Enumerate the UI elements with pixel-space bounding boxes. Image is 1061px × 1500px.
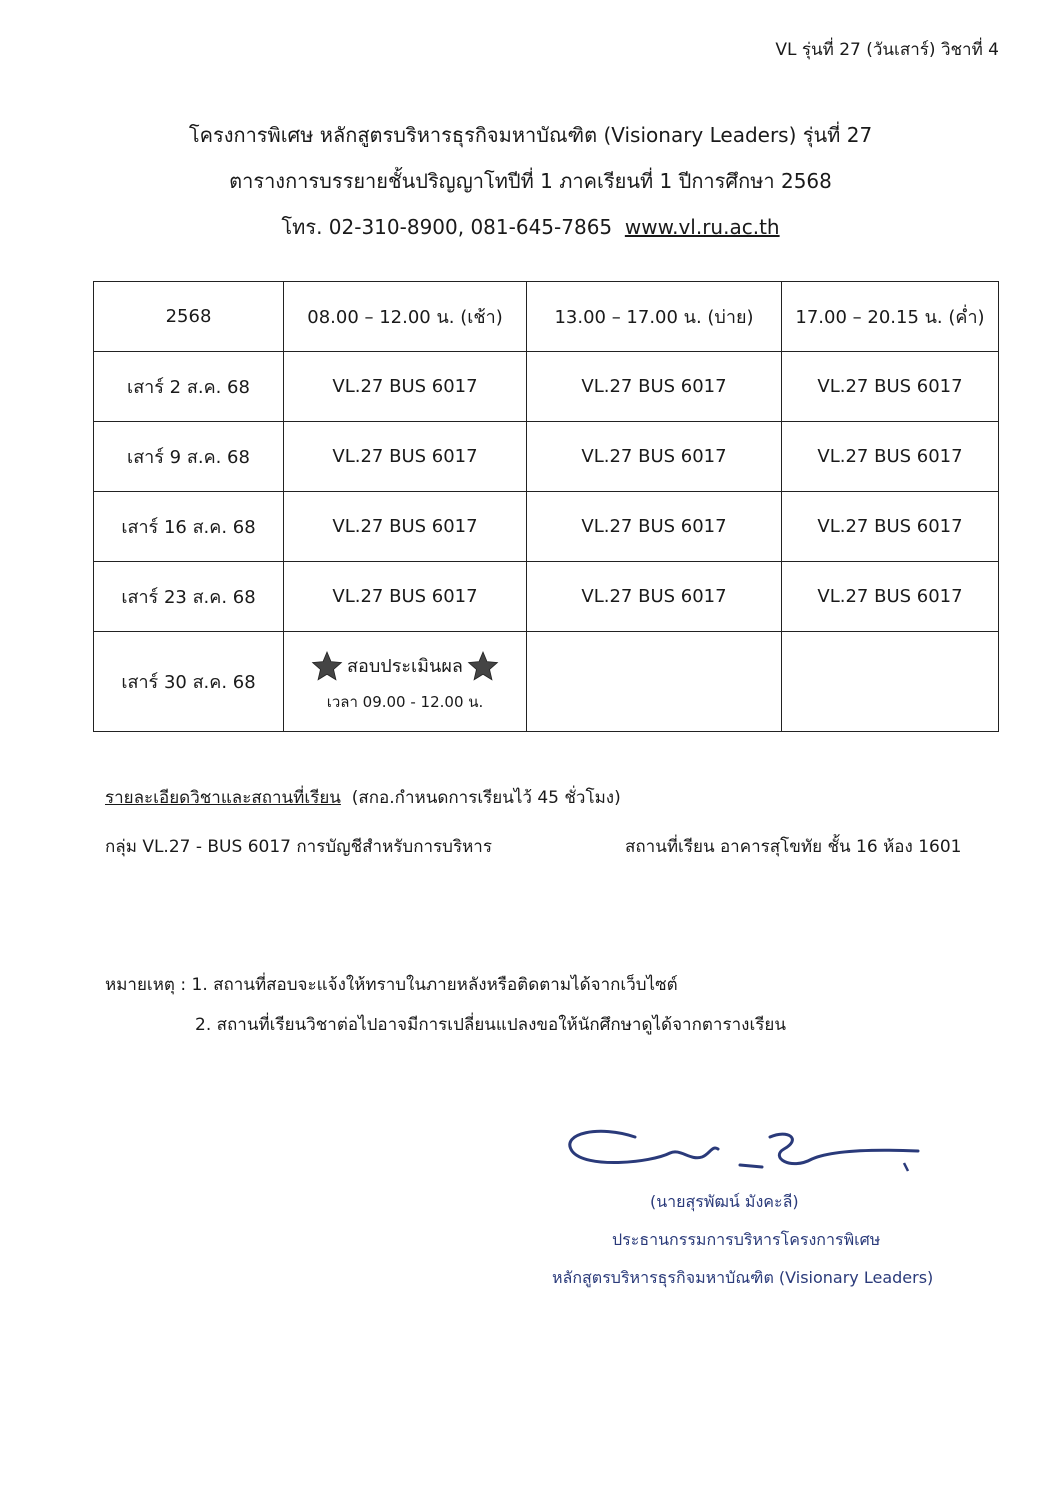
title-block: [0, 112, 1061, 250]
header-year: 2568: [94, 282, 284, 352]
header-afternoon: 13.00 – 17.00 น. (บ่าย): [527, 282, 782, 352]
note-1: หมายเหตุ : 1. สถานที่สอบจะแจ้งให้ทราบในภายหลังหรือติดตามได้จากเว็บไซต์: [105, 975, 678, 995]
row-evening: VL.27 BUS 6017: [782, 492, 999, 562]
website-link[interactable]: www.vl.ru.ac.th: [624, 215, 780, 239]
table-row: [94, 352, 999, 422]
exam-title: สอบประเมินผล: [347, 656, 463, 677]
row-evening: VL.27 BUS 6017: [782, 562, 999, 632]
course-location: สถานที่เรียน อาคารสุโขทัย ชั้น 16 ห้อง 1601: [625, 837, 962, 857]
contact-line: [0, 204, 1061, 250]
title-line-2: ตารางการบรรยายชั้นปริญญาโทปีที่ 1 ภาคเรียนที่ 1 ปีการศึกษา 2568: [229, 169, 832, 193]
row-evening: VL.27 BUS 6017: [782, 352, 999, 422]
row-morning: VL.27 BUS 6017: [284, 422, 527, 492]
star-icon: [311, 650, 343, 682]
course-group: กลุ่ม VL.27 - BUS 6017 การบัญชีสำหรับการบริหาร: [105, 837, 492, 857]
signatory-position-1: ประธานกรรมการบริหารโครงการพิเศษ: [612, 1230, 881, 1249]
row-afternoon: VL.27 BUS 6017: [527, 422, 782, 492]
schedule-table: [93, 281, 999, 732]
header-evening: 17.00 – 20.15 น. (ค่ำ): [782, 282, 999, 352]
signatory-name: (นายสุรพัฒน์ มังคะลี): [650, 1192, 799, 1211]
signatory-position-2: หลักสูตรบริหารธุรกิจมหาบัณฑิต (Visionary Leaders): [552, 1268, 934, 1287]
row-afternoon: VL.27 BUS 6017: [527, 492, 782, 562]
row-date: เสาร์ 16 ส.ค. 68: [94, 492, 284, 562]
title-line-1: โครงการพิเศษ หลักสูตรบริหารธุรกิจมหาบัณฑิต (Visionary Leaders) รุ่นที่ 27: [188, 123, 873, 147]
row-evening: VL.27 BUS 6017: [782, 422, 999, 492]
row-morning: VL.27 BUS 6017: [284, 352, 527, 422]
table-header-row: [94, 282, 999, 352]
table-row: [94, 422, 999, 492]
details-heading-title: รายละเอียดวิชาและสถานที่เรียน: [105, 788, 341, 808]
contact-phones: โทร. 02-310-8900, 081-645-7865: [281, 215, 613, 239]
row-afternoon: VL.27 BUS 6017: [527, 352, 782, 422]
table-row: [94, 492, 999, 562]
document-tag: VL รุ่นที่ 27 (วันเสาร์) วิชาที่ 4: [775, 40, 999, 60]
exam-date: เสาร์ 30 ส.ค. 68: [94, 632, 284, 732]
exam-cell: [284, 632, 527, 732]
details-heading-note: (สกอ.กำหนดการเรียนไว้ 45 ชั่วโมง): [351, 788, 621, 808]
header-morning: 08.00 – 12.00 น. (เช้า): [284, 282, 527, 352]
star-icon: [467, 650, 499, 682]
note-2: 2. สถานที่เรียนวิชาต่อไปอาจมีการเปลี่ยนแปลงขอให้นักศึกษาดูได้จากตารางเรียน: [195, 1015, 786, 1035]
details-heading: [105, 784, 621, 811]
row-afternoon: VL.27 BUS 6017: [527, 562, 782, 632]
exam-row: [94, 632, 999, 732]
exam-time: เวลา 09.00 - 12.00 น.: [326, 692, 484, 711]
row-morning: VL.27 BUS 6017: [284, 492, 527, 562]
row-date: เสาร์ 23 ส.ค. 68: [94, 562, 284, 632]
exam-afternoon-empty: [527, 632, 782, 732]
row-morning: VL.27 BUS 6017: [284, 562, 527, 632]
exam-evening-empty: [782, 632, 999, 732]
signature-mark: [540, 1115, 960, 1195]
row-date: เสาร์ 2 ส.ค. 68: [94, 352, 284, 422]
row-date: เสาร์ 9 ส.ค. 68: [94, 422, 284, 492]
table-row: [94, 562, 999, 632]
